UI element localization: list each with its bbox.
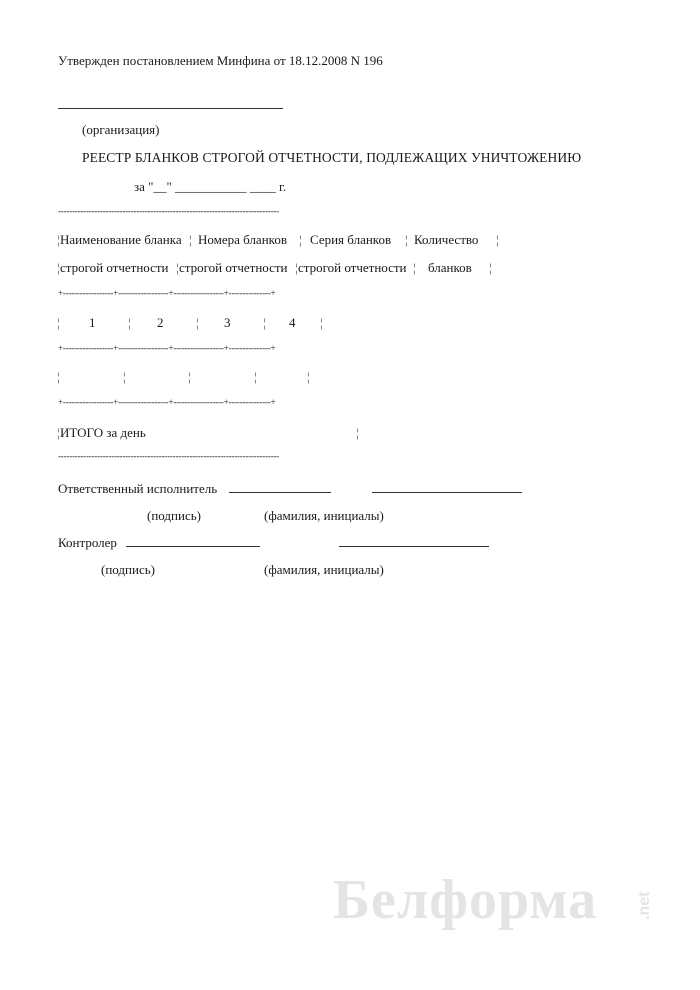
organization-line — [58, 108, 283, 109]
pipe: ¦ — [413, 260, 416, 275]
pipe: ¦ — [405, 232, 408, 247]
table-border-2: +------------------+------------------+------------------+---------------+ — [58, 343, 276, 353]
pipe: ¦ — [189, 232, 192, 247]
table-border-3: +------------------+------------------+------------------+---------------+ — [58, 397, 276, 407]
pipe: ¦ — [57, 260, 60, 275]
column-number-1: 1 — [89, 315, 96, 330]
pipe: ¦ — [123, 369, 126, 384]
date-line: за "__" ___________ ____ г. — [134, 179, 287, 194]
pipe: ¦ — [57, 315, 60, 330]
header-col-3-line-1: Серия бланков — [310, 232, 392, 247]
pipe: ¦ — [307, 369, 310, 384]
document-title: РЕЕСТР БЛАНКОВ СТРОГОЙ ОТЧЕТНОСТИ, ПОДЛЕЖАЩИХ УНИЧТОЖЕНИЮ — [82, 150, 582, 165]
column-number-2: 2 — [157, 315, 164, 330]
controller-name-line — [339, 546, 489, 547]
pipe: ¦ — [299, 232, 302, 247]
column-number-3: 3 — [224, 315, 231, 330]
watermark-brand: Белформа — [333, 869, 598, 931]
pipe: ¦ — [176, 260, 179, 275]
header-col-4-line-1: Количество — [414, 232, 479, 247]
responsible-label: Ответственный исполнитель — [58, 481, 218, 496]
pipe: ¦ — [57, 369, 60, 384]
pipe: ¦ — [188, 369, 191, 384]
total-label: ИТОГО за день — [60, 425, 146, 440]
pipe: ¦ — [254, 369, 257, 384]
responsible-name-line — [372, 492, 522, 493]
responsible-signature-line — [229, 492, 331, 493]
controller-name-caption: (фамилия, инициалы) — [264, 562, 384, 577]
header-col-4-line-2: бланков — [428, 260, 472, 275]
bottom-dash-line: ------------------------------------------------------------------------------- — [58, 451, 279, 461]
header-col-3-line-2: строгой отчетности — [298, 260, 407, 275]
pipe: ¦ — [295, 260, 298, 275]
top-dash-line: ------------------------------------------------------------------------------- — [58, 206, 279, 216]
pipe: ¦ — [320, 315, 323, 330]
watermark-domain: .net — [636, 891, 653, 920]
pipe: ¦ — [128, 315, 131, 330]
controller-label: Контролер — [58, 535, 117, 550]
pipe: ¦ — [196, 315, 199, 330]
pipe: ¦ — [496, 232, 499, 247]
approval-note: Утвержден постановлением Минфина от 18.12.2008 N 196 — [58, 53, 383, 68]
controller-signature-line — [126, 546, 260, 547]
responsible-name-caption: (фамилия, инициалы) — [264, 508, 384, 523]
organization-caption: (организация) — [82, 122, 160, 137]
pipe: ¦ — [57, 232, 60, 247]
pipe: ¦ — [356, 425, 359, 440]
column-number-4: 4 — [289, 315, 296, 330]
header-col-1-line-2: строгой отчетности — [60, 260, 169, 275]
responsible-signature-caption: (подпись) — [147, 508, 201, 523]
controller-signature-caption: (подпись) — [101, 562, 155, 577]
header-col-2-line-2: строгой отчетности — [179, 260, 288, 275]
pipe: ¦ — [489, 260, 492, 275]
header-col-2-line-1: Номера бланков — [198, 232, 287, 247]
pipe: ¦ — [57, 425, 60, 440]
table-border-1: +------------------+------------------+------------------+---------------+ — [58, 288, 276, 298]
pipe: ¦ — [263, 315, 266, 330]
header-col-1-line-1: Наименование бланка — [60, 232, 182, 247]
